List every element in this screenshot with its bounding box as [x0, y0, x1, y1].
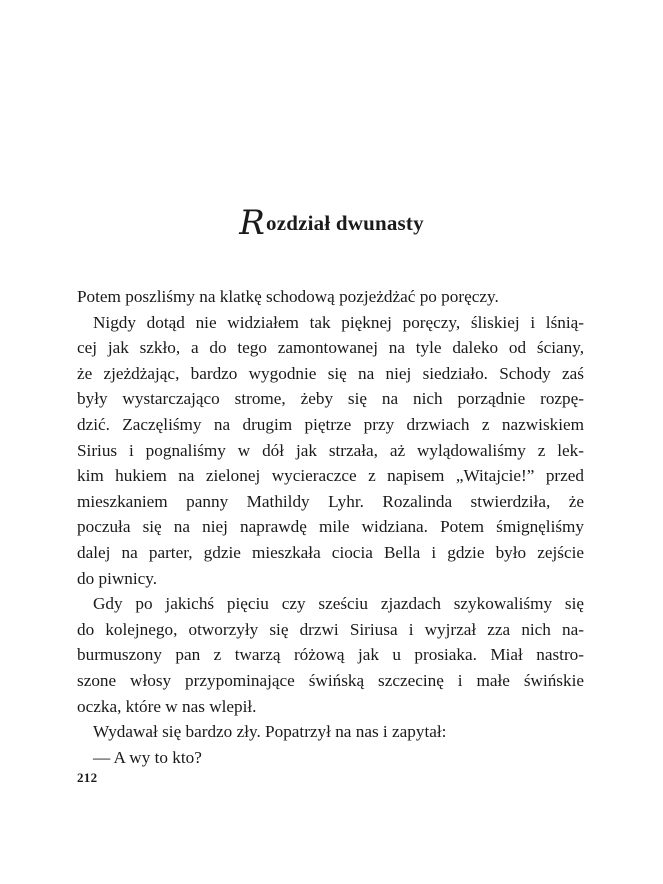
- text-line: że zjeżdżając, bardzo wygodnie się na niej siedziało. Schody zaś: [77, 363, 584, 383]
- paragraph: [77, 591, 584, 719]
- text-line: kim hukiem na zielonej wycieraczce z napisem „Witajcie!” przed: [77, 466, 584, 486]
- text-line: do kolejnego, otworzyły się drzwi Siriusa i wyjrzał zza nich na-: [77, 619, 584, 639]
- chapter-title-initial: R: [239, 203, 265, 243]
- text-line: mieszkaniem panny Mathildy Lyhr. Rozalinda stwierdziła, że: [77, 491, 584, 511]
- paragraph: [77, 719, 584, 745]
- text-line: Nigdy dotąd nie widziałem tak pięknej poręczy, śliskiej i lśnią-: [93, 312, 584, 332]
- text-line: były wystarczająco strome, żeby się na nich porządnie rozpę-: [77, 389, 584, 409]
- page-number: 212: [77, 770, 98, 785]
- text-line: poczuła się na niej naprawdę mile widziana. Potem śmignęliśmy: [77, 517, 584, 537]
- text-line: Wydawał się bardzo zły. Popatrzył na nas i zapytał:: [93, 722, 447, 742]
- paragraph: [77, 745, 584, 771]
- text-line: oczka, które w nas wlepił.: [77, 696, 257, 716]
- paragraph: [77, 284, 584, 310]
- text-line: dzić. Zaczęliśmy na drugim piętrze przy drzwiach z nazwiskiem: [77, 414, 584, 434]
- text-line: Potem poszliśmy na klatkę schodową pozjeżdżać po poręczy.: [77, 287, 499, 306]
- body-text: [77, 284, 584, 770]
- text-line: burmuszony pan z twarzą różową jak u prosiaka. Miał nastro-: [77, 645, 584, 665]
- text-line: do piwnicy.: [77, 568, 158, 588]
- text-line: — A wy to kto?: [93, 747, 202, 767]
- chapter-title-rest: ozdział dwunasty: [266, 211, 424, 235]
- text-line: cej jak szkło, a do tego zamontowanej na tyle daleko od ściany,: [77, 338, 584, 358]
- text-line: Sirius i pognaliśmy w dół jak strzała, aż wylądowaliśmy z lek-: [77, 440, 584, 460]
- text-line: dalej na parter, gdzie mieszkała ciocia Bella i gdzie było zejście: [77, 542, 584, 562]
- paragraph: [77, 310, 584, 592]
- text-line: szone włosy przypominające świńską szczecinę i małe świńskie: [77, 670, 584, 690]
- text-line: Gdy po jakichś pięciu czy sześciu zjazdach szykowaliśmy się: [93, 594, 584, 614]
- chapter-title: [0, 203, 663, 243]
